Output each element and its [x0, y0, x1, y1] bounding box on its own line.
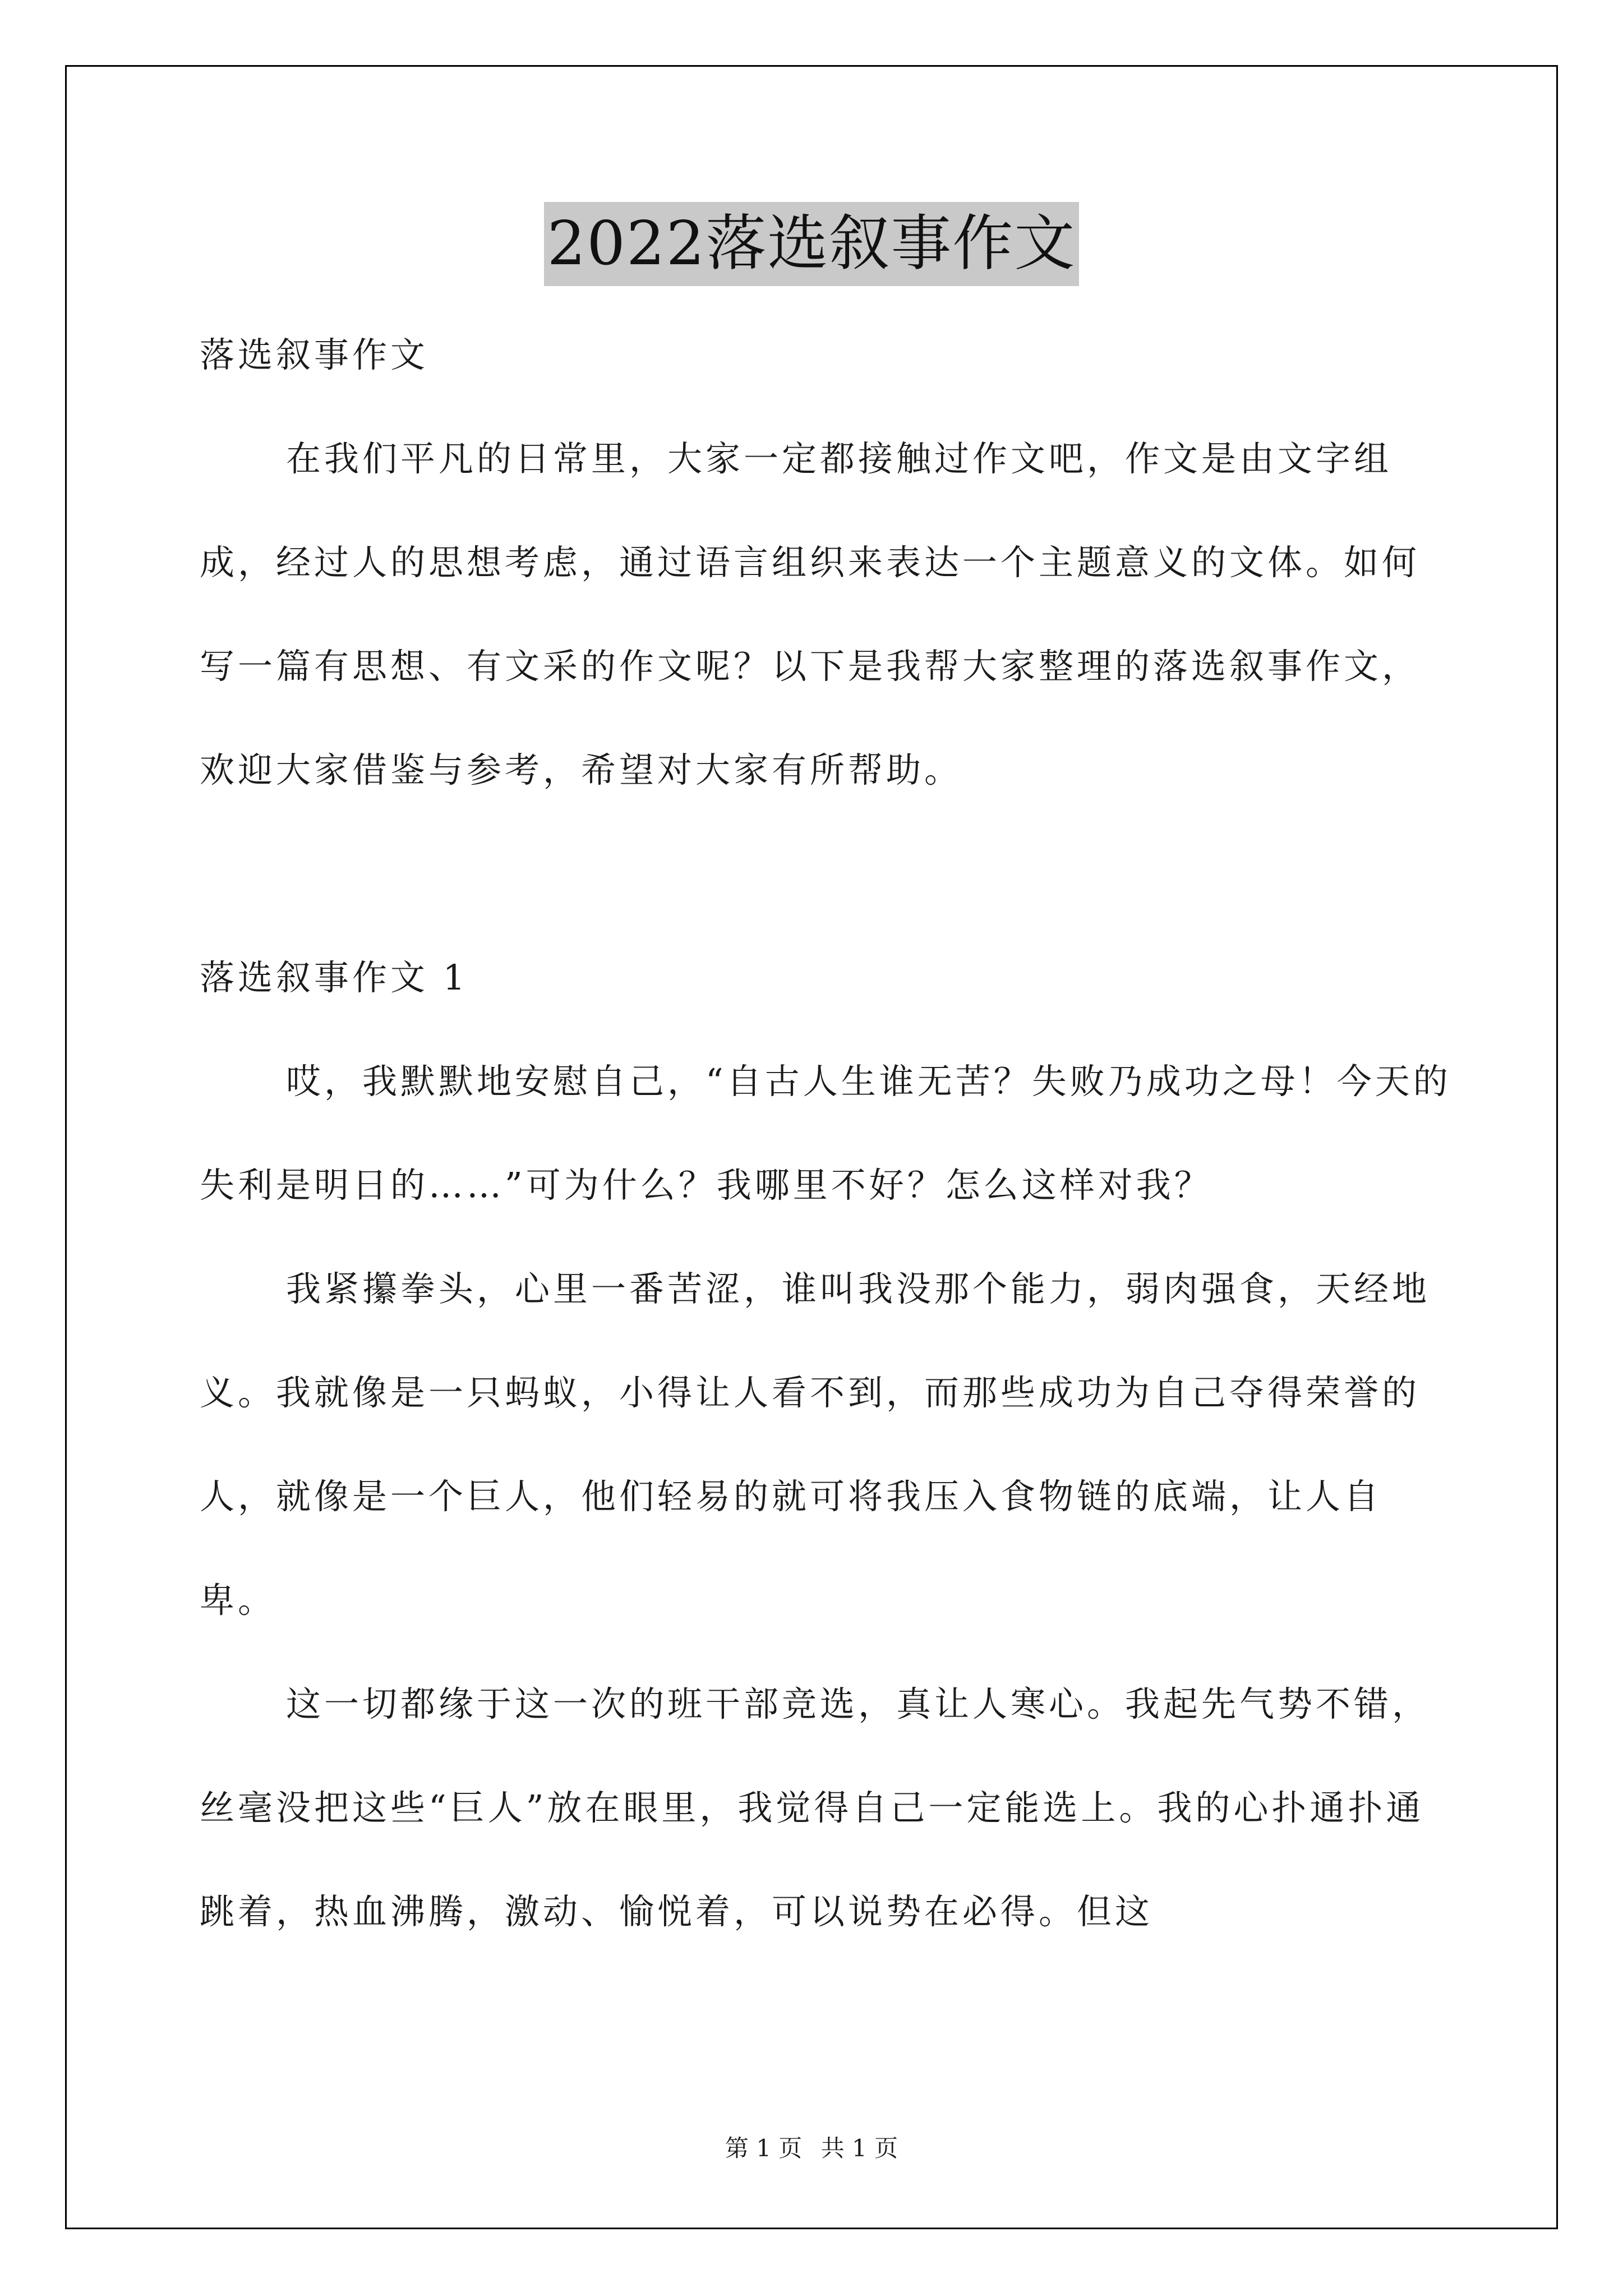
page-footer [0, 2132, 1623, 2165]
page-total: 共 1 页 [820, 2134, 898, 2162]
intro-paragraph: 在我们平凡的日常里，大家一定都接触过作文吧，作文是由文字组成，经过人的思想考虑，通过语言组织来表达一个主题意义的文体。如何写一篇有思想、有文采的作文呢？以下是我帮大家整理的落选叙事作文，欢迎大家借鉴与参考，希望对大家有所帮助。 [200, 438, 1421, 790]
page-number: 第 1 页 [725, 2134, 803, 2162]
document-body [200, 303, 1456, 1963]
essay-paragraph: 哎，我默默地安慰自己，“自古人生谁无苦？失败乃成功之母！今天的失利是明日的……”可为什么？我哪里不好？怎么这样对我？ [200, 1061, 1451, 1205]
essay-heading: 落选叙事作文 1 [200, 957, 469, 998]
document-title: 2022落选叙事作文 [544, 202, 1080, 286]
section-heading: 落选叙事作文 [200, 334, 429, 375]
essay-paragraph: 这一切都缘于这一次的班干部竞选，真让人寒心。我起先气势不错，丝毫没把这些“巨人”放在眼里，我觉得自己一定能选上。我的心扑通扑通跳着，热血沸腾，激动、愉悦着，可以说势在必得。但这 [200, 1683, 1431, 1932]
section-spacer [200, 822, 1456, 926]
essay-paragraph: 我紧攥拳头，心里一番苦涩，谁叫我没那个能力，弱肉强食，天经地义。我就像是一只蚂蚁，小得让人看不到，而那些成功为自己夺得荣誉的人，就像是一个巨人，他们轻易的就可将我压入食物链的底端，让人自卑。 [200, 1268, 1431, 1621]
title-container [0, 202, 1623, 286]
